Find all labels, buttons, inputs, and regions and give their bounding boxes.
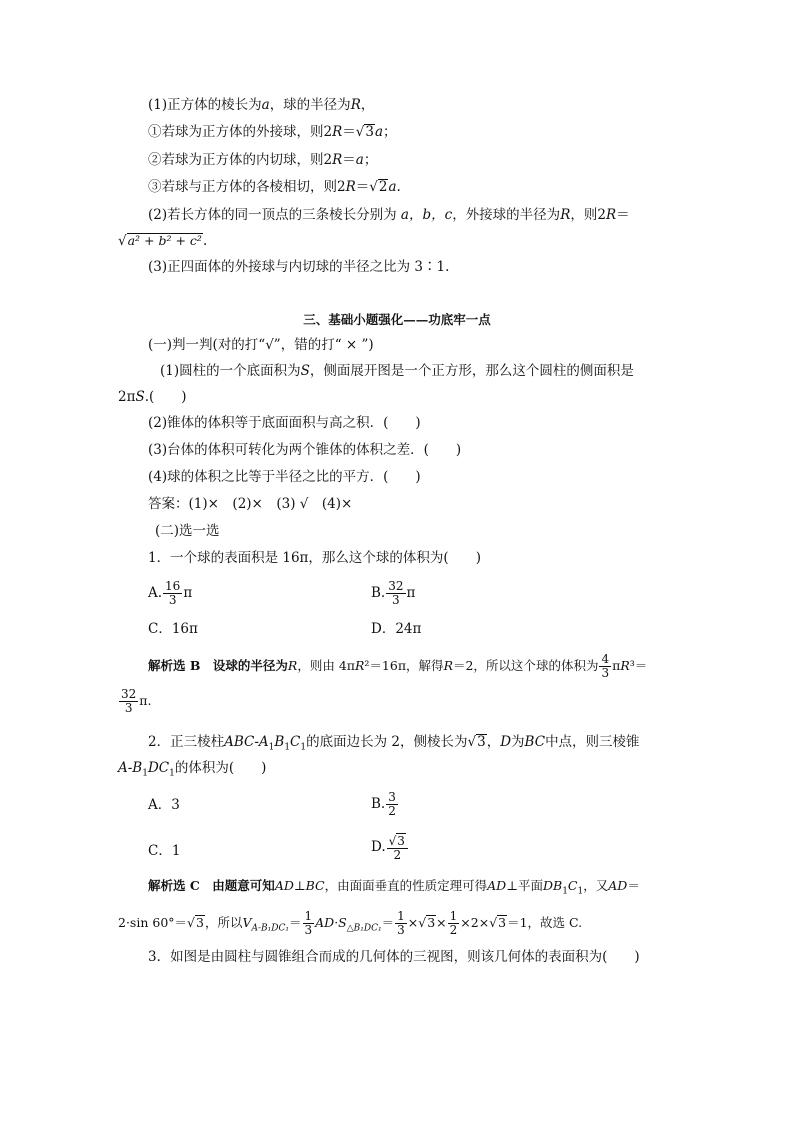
choose-q2-solution-line-1: 解析选 C 由题意可知AD⊥BC，由面面垂直的性质定理可得AD⊥平面$DB_1C_1$，又AD＝ [148, 878, 640, 897]
choose-q1: 1．一个球的表面积是 16π，那么这个球的体积为( ) [148, 550, 481, 566]
judge-q1-line-1: (1)圆柱的一个底面积为S，侧面展开图是一个正方形，那么这个圆柱的侧面积是 [160, 363, 634, 379]
judge-heading: (一)判一判(对的打“√”，错的打“ × ”) [148, 337, 374, 353]
text-line-5: (2)若长方体的同一顶点的三条棱长分别为 a，b，c，外接球的半径为R，则2R＝ [148, 207, 630, 223]
text-line-6: √a² + b² + c². [118, 233, 208, 249]
text-line-7: (3)正四面体的外接球与内切球的半径之比为 3∶1. [148, 259, 450, 275]
text-line-1: (1)正方体的棱长为a，球的半径为R， [148, 97, 375, 113]
choose-q1-option-d: D．24π [371, 621, 422, 637]
choose-q1-option-a: A. $\frac{16}{3}$ π [148, 579, 193, 607]
choose-q2-line-1: 2．正三棱柱ABC-$A_1B_1C_1$的底面边长为 2，侧棱长为√3，D为BC中点，则三棱锥 [148, 734, 640, 753]
choose-q1-option-c: C．16π [148, 621, 198, 637]
judge-q3: (3)台体的体积可转化为两个锥体的体积之差．( ) [148, 442, 462, 458]
section-title: 三、基础小题强化——功底牢一点 [303, 312, 491, 327]
choose-q2-option-a: A．3 [148, 797, 180, 813]
judge-q2: (2)锥体的体积等于底面面积与高之积．( ) [148, 415, 421, 431]
choose-q2-solution-line-2: 2·sin 60°＝√3，所以$V_{A-B_1DC_1}=$ $\frac{1}{3}$ $AD\cdot S_{\triangle B_1DC_1}=$ $\frac{1}{3}$ ×√3× $\frac{1}{2}$ ×2×√3＝1，故选 C. [118, 909, 583, 937]
choose-q2-line-2: $A-B_1DC_1$的体积为( ) [118, 760, 267, 779]
choose-q2-option-b: B. $\frac{3}{2}$ [371, 790, 396, 818]
choose-q1-solution-line-1: 解析选 B 设球的半径为R，则由 4πR²＝16π，解得R＝2，所以这个球的体积为 $\frac{4}{3}$ πR³＝ [148, 652, 648, 680]
text-line-3: ②若球为正方体的内切球，则2R＝a； [148, 152, 378, 168]
choose-q3: 3．如图是由圆柱与圆锥组合而成的几何体的三视图，则该几何体的表面积为( ) [148, 949, 640, 965]
choose-q1-solution-line-2: $\frac{32}{3}$ π. [121, 687, 152, 715]
text-line-2: ①若球为正方体的外接球，则2R＝√3a； [148, 124, 397, 140]
judge-q4: (4)球的体积之比等于半径之比的平方．( ) [148, 469, 421, 485]
text-line-4: ③若球与正方体的各棱相切，则2R＝√2a. [148, 179, 401, 195]
choose-q2-option-c: C．1 [148, 843, 181, 859]
choose-q2-option-d: D. $\frac{√3}{2}$ [371, 833, 409, 862]
choose-heading: (二)选一选 [155, 523, 220, 539]
choose-q1-option-b: B. $\frac{32}{3}$ π [371, 579, 416, 607]
judge-answer: 答案：(1)× (2)× (3) √ (4)× [148, 496, 353, 512]
judge-q1-line-2: 2πS.( ) [118, 389, 187, 405]
